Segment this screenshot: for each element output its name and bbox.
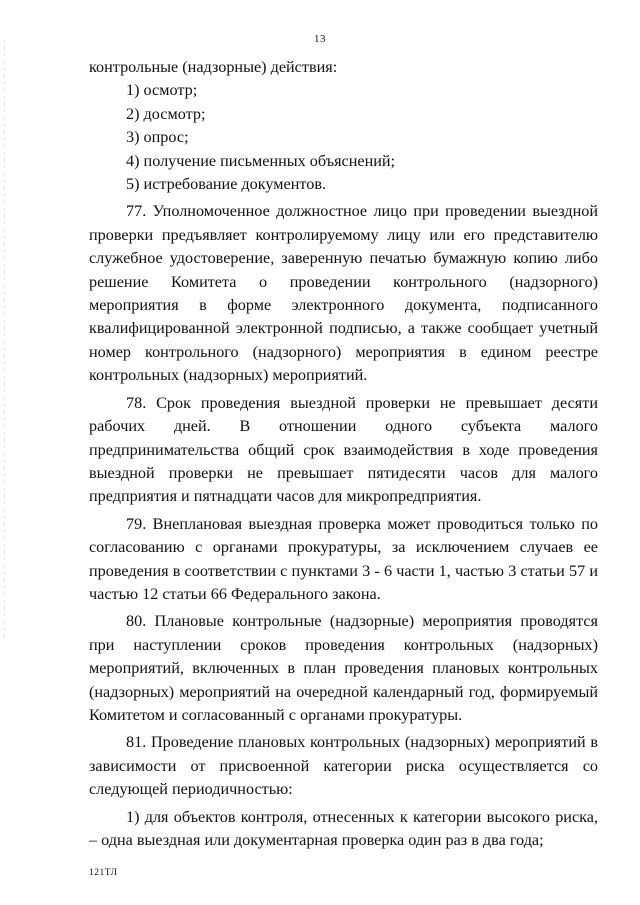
list-item-examination: 2) досмотр; <box>126 104 206 123</box>
paragraph-intro: контрольные (надзорные) действия: <box>89 58 338 76</box>
paragraph-77: 77. Уполномоченное должностное лицо при проведении выездной проверки предъявляет контролируемому лицу или его представителю служебное удостоверение, заверенную печатью бумажную копию либо решение Комитета о проведении контрольного (надзорного) мероприятия в форме электронного документа, подписанного квалифицированной электронной подписью, а также сообщает учетный номер контрольного (надзорного) мероприятия в едином реестре контрольных (надзорных) мероприятий. <box>89 202 598 385</box>
document-body <box>89 56 598 852</box>
scan-edge-artifact <box>4 40 5 640</box>
list-item-documents: 5) истребование документов. <box>126 175 327 194</box>
page-number: 13 <box>314 33 326 45</box>
list-item-explanations: 4) получение письменных объяснений; <box>126 151 396 170</box>
paragraph-81-item-1: 1) для объектов контроля, отнесенных к категории высокого риска, – одна выездная или документарная проверка один раз в два года; <box>89 807 598 849</box>
paragraph-81: 81. Проведение плановых контрольных (надзорных) мероприятий в зависимости от присвоенной категории риска осуществляется со следующей периодичностью: <box>89 733 598 799</box>
paragraph-80: 80. Плановые контрольные (надзорные) мероприятия проводятся при наступлении сроков проведения контрольных (надзорных) мероприятий, включенных в план проведения плановых контрольных (надзорных) мероприятий на очередной календарный год, формируемый Комитетом и согласованный с органами прокуратуры. <box>89 612 598 724</box>
list-item-survey: 3) опрос; <box>126 128 189 147</box>
paragraph-78: 78. Срок проведения выездной проверки не превышает десяти рабочих дней. В отношении одного субъекта малого предпринимательства общий срок взаимодействия в ходе проведения выездной проверки не превышает пятидесяти часов для малого предприятия и пятнадцати часов для микропредприятия. <box>89 393 598 506</box>
footer-code: 121ТЛ <box>89 868 118 878</box>
list-item-inspection: 1) осмотр; <box>126 81 198 100</box>
paragraph-79: 79. Внеплановая выездная проверка может проводиться только по согласованию с органами прокуратуры, за исключением случаев ее проведения в соответствии с пунктами 3 - 6 части 1, частью 3 статьи 57 и частью 12 статьи 66 Федерального закона. <box>89 514 598 603</box>
